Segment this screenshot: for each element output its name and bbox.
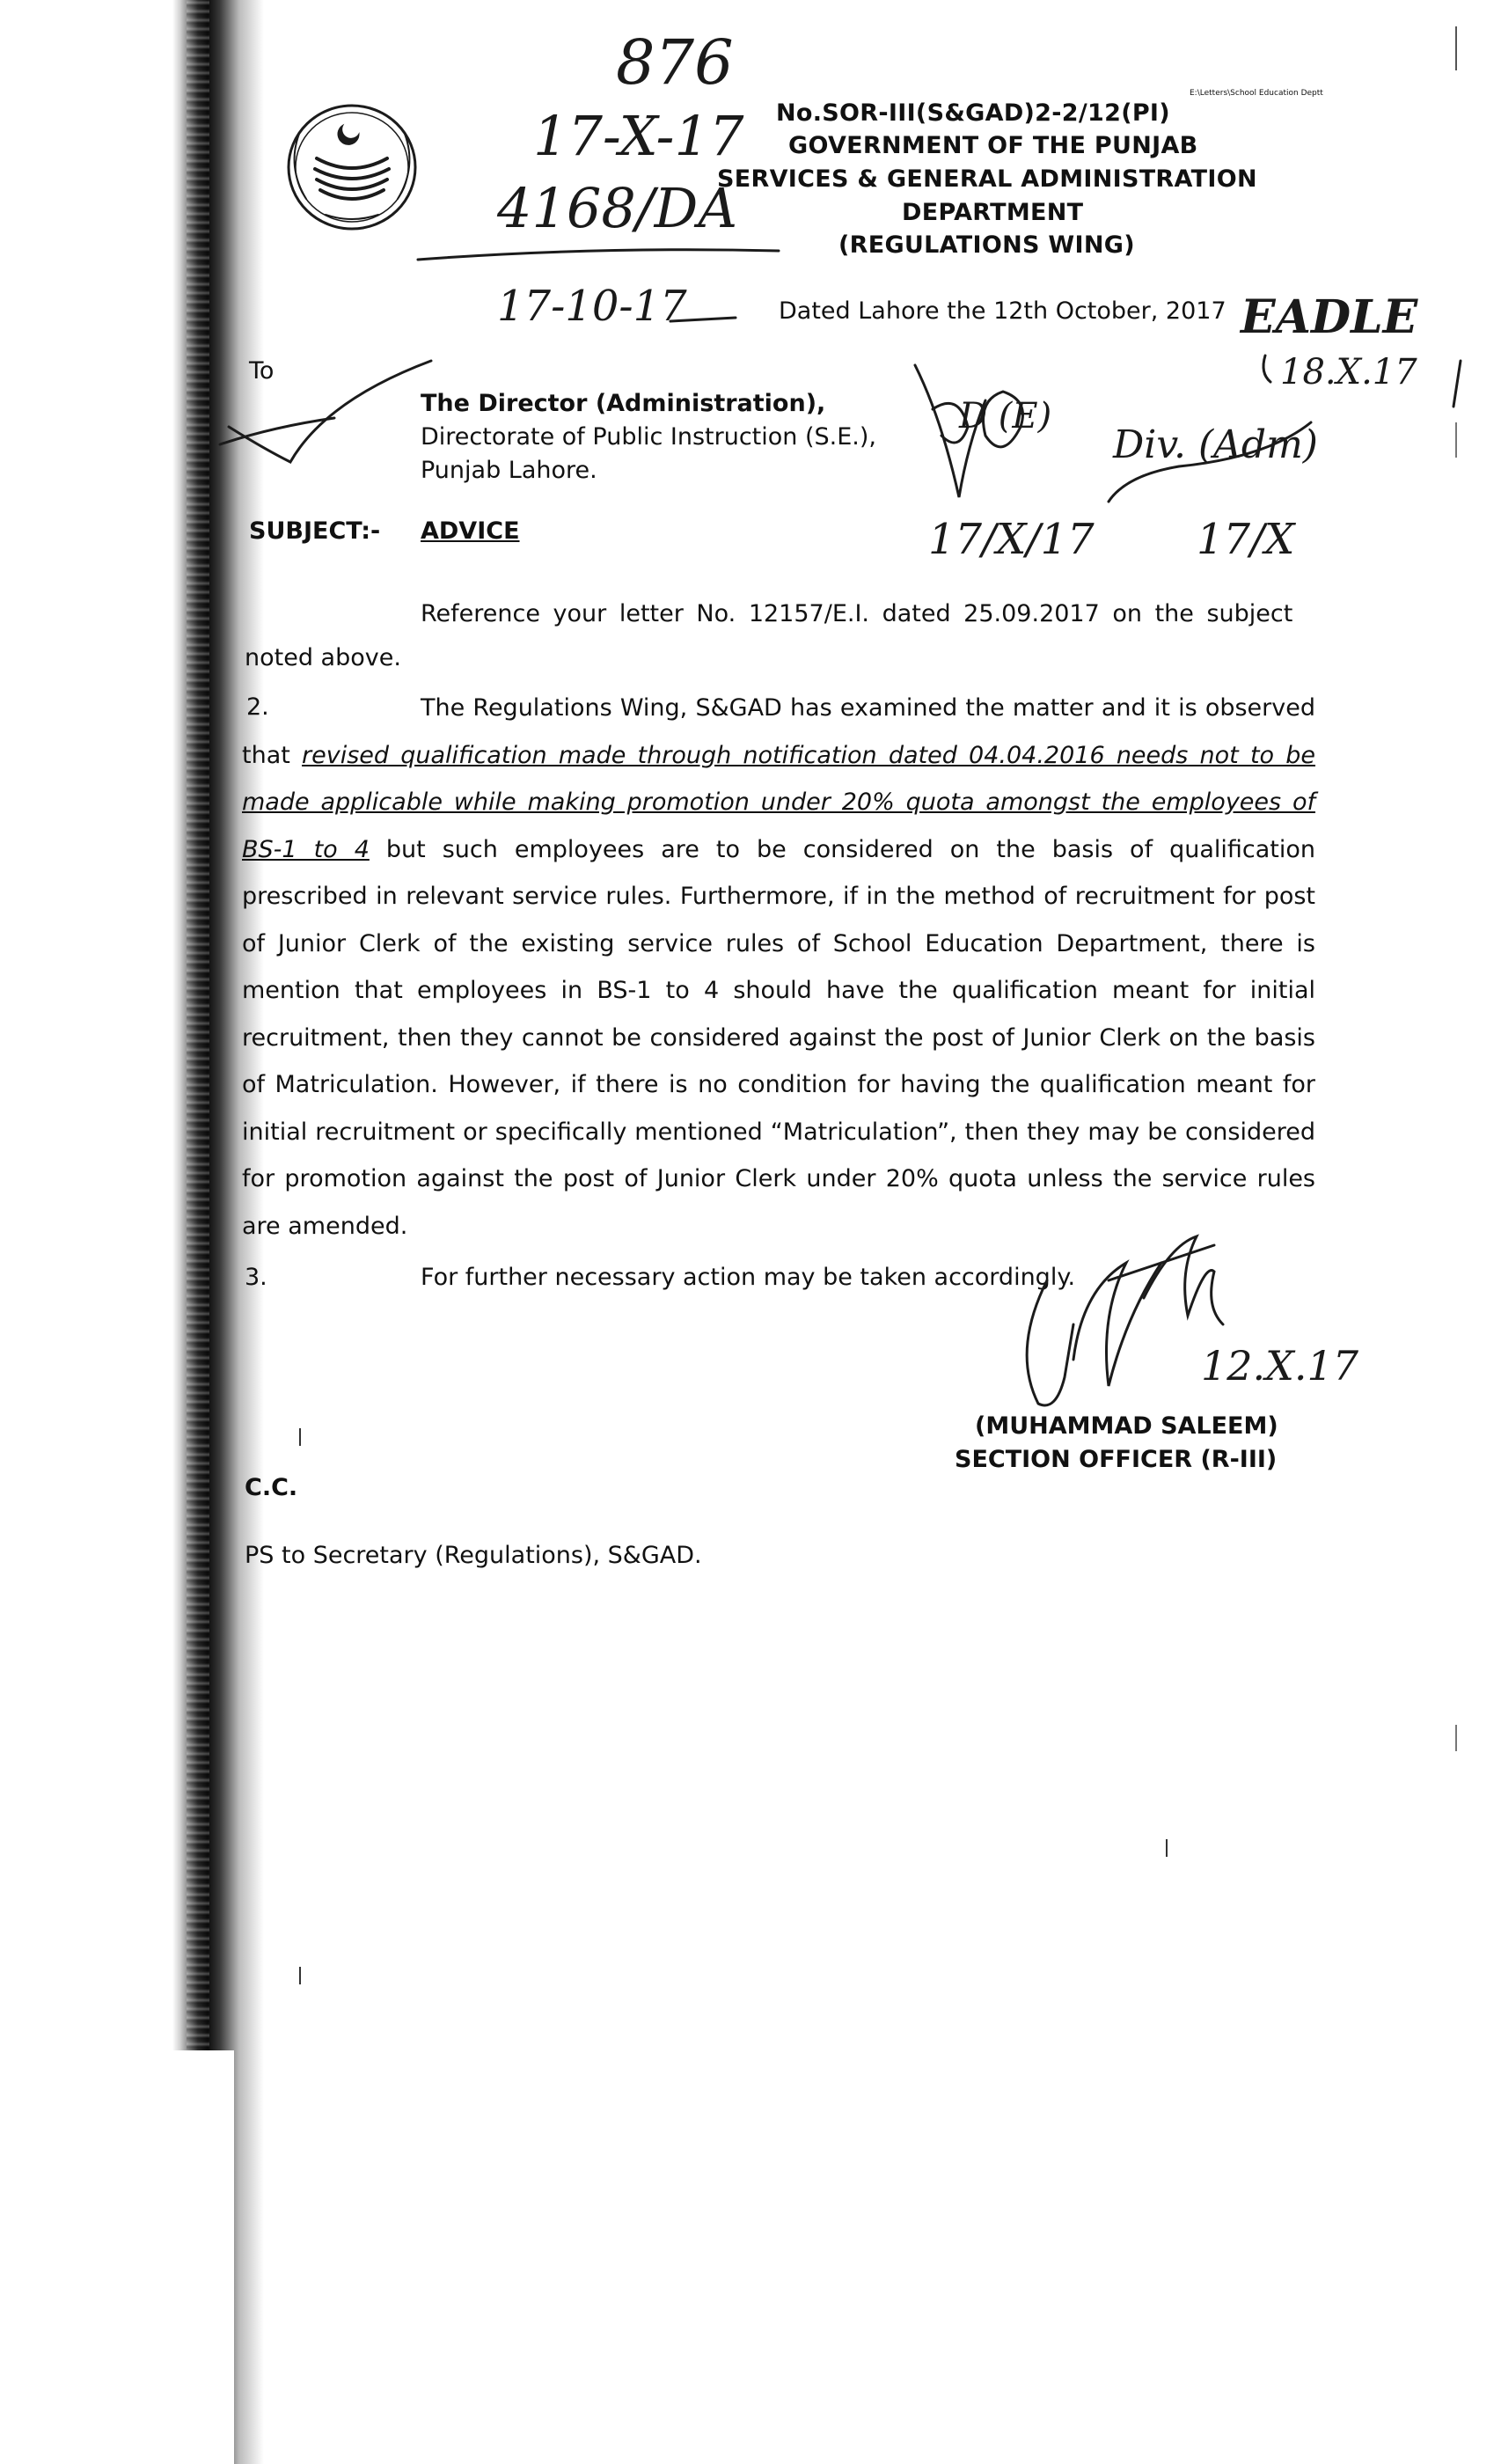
handwritten-office-note: EADLE [1241, 290, 1418, 344]
to-label: To [249, 357, 275, 385]
scan-speck [1455, 1725, 1457, 1751]
handwritten-diary-number: 876 [616, 26, 734, 99]
handwritten-diary-date: 17-X-17 [533, 104, 744, 168]
handwritten-director-note: D (E) [959, 396, 1052, 436]
subject-label: SUBJECT:- [249, 517, 381, 545]
signature-date: 12.X.17 [1201, 1342, 1359, 1390]
handwritten-office-note-date: 18.X.17 [1280, 352, 1417, 392]
paragraph-2-rest: but such employees are to be considered on the basis of qualification prescribed in relevant service rules. Furthermore, if in the method of recruitment for post of Junior Clerk of the existing service rules of School Education Department, there is mention that employees in BS-1 to 4 should have the qualification meant for initial recruitment, then they cannot be considered against the post of Junior Clerk on the basis of Matriculation. However, if there is no condition for having the qualification meant for initial recruitment or specifically mentioned “Matriculation”, then they may be considered for promotion against the post of Junior Clerk under 20% quota unless the service rules are amended. [242, 835, 1315, 1240]
department-name-cont: DEPARTMENT [902, 199, 1084, 226]
handwritten-dispatch-date: 17-10-17 [497, 282, 687, 331]
government-name: GOVERNMENT OF THE PUNJAB [788, 132, 1198, 159]
date-line [779, 297, 1226, 325]
cc-recipient: PS to Secretary (Regulations), S&GAD. [245, 1542, 702, 1569]
handwritten-division-date: 17/X [1197, 515, 1295, 564]
wing-name: (REGULATIONS WING) [838, 231, 1135, 259]
punjab-emblem-icon [264, 99, 440, 235]
department-name: SERVICES & GENERAL ADMINISTRATION [717, 165, 1257, 193]
addressee-city: Punjab Lahore. [421, 457, 597, 484]
scan-speck [299, 1967, 301, 1984]
date-line-text: Dated Lahore the 12th October, 2017 [779, 297, 1226, 325]
signatory-name: (MUHAMMAD SALEEM) [975, 1412, 1278, 1440]
paragraph-3: For further necessary action may be taken accordingly. [421, 1264, 1076, 1291]
scan-edge-fade [172, 2050, 234, 2464]
subject-value: ADVICE [421, 517, 520, 545]
handwritten-division-note: Div. (Adm) [1113, 422, 1318, 467]
handwritten-underline [414, 238, 783, 273]
cc-label: C.C. [245, 1474, 298, 1501]
handwritten-division-curve [1100, 414, 1329, 510]
file-reference: E:\Letters\School Education Deptt [1190, 89, 1323, 98]
paragraph-2-number: 2. [246, 693, 269, 721]
scan-speck [1166, 1839, 1168, 1857]
scan-binding-texture [187, 0, 209, 2050]
paragraph-2-lead: The Regulations Wing, S&GAD has examined the matter and it is observed that [242, 694, 1315, 769]
letter-number: No.SOR-III(S&GAD)2-2/12(PI) [776, 99, 1170, 127]
paragraph-2 [242, 685, 1315, 1250]
addressee-directorate: Directorate of Public Instruction (S.E.), [421, 423, 876, 451]
handwritten-dash [669, 312, 739, 330]
addressee-title: The Director (Administration), [421, 390, 826, 417]
handwritten-tick-mark [211, 356, 440, 471]
scan-speck [1455, 422, 1457, 458]
handwritten-bracket [1258, 352, 1478, 414]
paragraph-3-number: 3. [245, 1264, 267, 1291]
scan-speck [299, 1428, 301, 1446]
signatory-designation: SECTION OFFICER (R-III) [955, 1446, 1278, 1473]
scan-speck [1455, 26, 1457, 70]
handwritten-reference-number: 4168/DA [497, 176, 738, 240]
handwritten-director-date: 17/X/17 [928, 515, 1095, 564]
paragraph-1: Reference your letter No. 12157/E.I. dated 25.09.2017 on the subject [421, 600, 1293, 627]
paragraph-1-continued: noted above. [245, 644, 401, 671]
paragraph-2-emphasis: revised qualification made through notification dated 04.04.2016 needs not to be made applicable while making promotion under 20% quota amongst the employees of BS-1 to 4 [242, 741, 1315, 863]
